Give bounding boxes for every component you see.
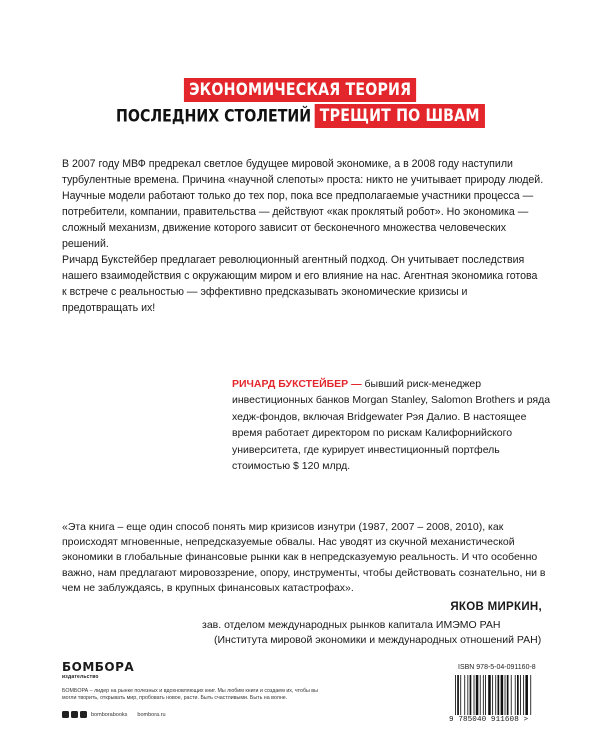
publisher-logo bbox=[62, 661, 134, 680]
publisher-site: bombora.ru bbox=[137, 711, 166, 718]
vk-icon bbox=[71, 711, 78, 718]
review-quote: «Эта книга – еще один способ понять мир кризисов изнутри (1987, 2007 – 2008, 2010), как происходят мгновенные, непредсказуемые обвалы. Нас уводят из скучной механистической экономики в глобальные финансовые рынки как в непредсказуемую реальность. И что особенно важно, нам предлагают мировоззрение, опору, инструменты, чтобы действовать сознательно, ни в чем не заблуждаясь, в крупных финансовых катастрофах». bbox=[62, 521, 546, 594]
social-handle: bomborabooks bbox=[91, 711, 128, 718]
author-bio bbox=[232, 376, 552, 474]
barcode-digits: 9 785040 911608 > bbox=[449, 716, 529, 724]
isbn-label: ISBN 978-5-04-091160-8 bbox=[458, 664, 536, 671]
quote-author-institute: (Института мировой экономики и международных отношений РАН) bbox=[214, 634, 542, 646]
quote-author: ЯКОВ МИРКИН, bbox=[450, 601, 542, 613]
barcode-icon bbox=[455, 675, 541, 715]
headline-line-2 bbox=[0, 104, 600, 128]
headline-red-label-top: ЭКОНОМИЧЕСКАЯ ТЕОРИЯ bbox=[184, 78, 416, 102]
headline-red-label-bottom: ТРЕЩИТ ПО ШВАМ bbox=[314, 104, 484, 128]
facebook-icon bbox=[62, 711, 69, 718]
author-name: РИЧАРД БУКСТЕЙБЕР — bbox=[232, 378, 362, 390]
publisher-logo-text: БОМБОРА bbox=[62, 660, 135, 674]
publisher-blurb: БОМБОРА – лидер на рынке полезных и вдохновляющих книг. Мы любим книги и создаем их, чтобы вы могли творить, открывать мир, пробовать новое, расти. Быть счастливыми. Быть на волне. bbox=[62, 688, 318, 701]
approach-paragraph: Ричард Букстейбер предлагает революционный агентный подход. Он учитывает последствия нашего взаимодействия с окружающим миром и его влияние на нас. Агентная экономика готова к встрече с реальностью — эффективно предсказывать экономические кризисы и предотвращать их! bbox=[62, 254, 538, 315]
quote-author-title: зав. отделом международных рынков капитала ИМЭМО РАН bbox=[202, 619, 501, 631]
headline-line-1 bbox=[0, 78, 600, 102]
author-bio-text: бывший риск-менеджер инвестиционных банков Morgan Stanley, Salomon Brothers и ряда хедж-фондов, включая Bridgewater Рэя Далио. В настоящее время работает директором по рискам Калифорнийского университета, где курирует инвестиционный портфель стоимостью $ 120 млрд. bbox=[232, 378, 551, 473]
publisher-logo-subtitle: издательство bbox=[62, 674, 99, 680]
instagram-icon bbox=[80, 711, 87, 718]
intro-paragraph: В 2007 году МВФ предрекал светлое будущее мировой экономике, а в 2008 году наступили турбулентные времена. Причина «научной слепоты» проста: никто не учитывает природу людей. Научные модели работают только до тех пор, пока все предполагаемые участники процесса — потребители, компании, правительства — действуют «как проклятый робот». Но экономика — сложный механизм, движение которого зависит от бесконечного множества человеческих решений. bbox=[62, 158, 544, 251]
publisher-social bbox=[62, 711, 166, 718]
headline-plain-text: ПОСЛЕДНИХ СТОЛЕТИЙ bbox=[115, 106, 311, 126]
